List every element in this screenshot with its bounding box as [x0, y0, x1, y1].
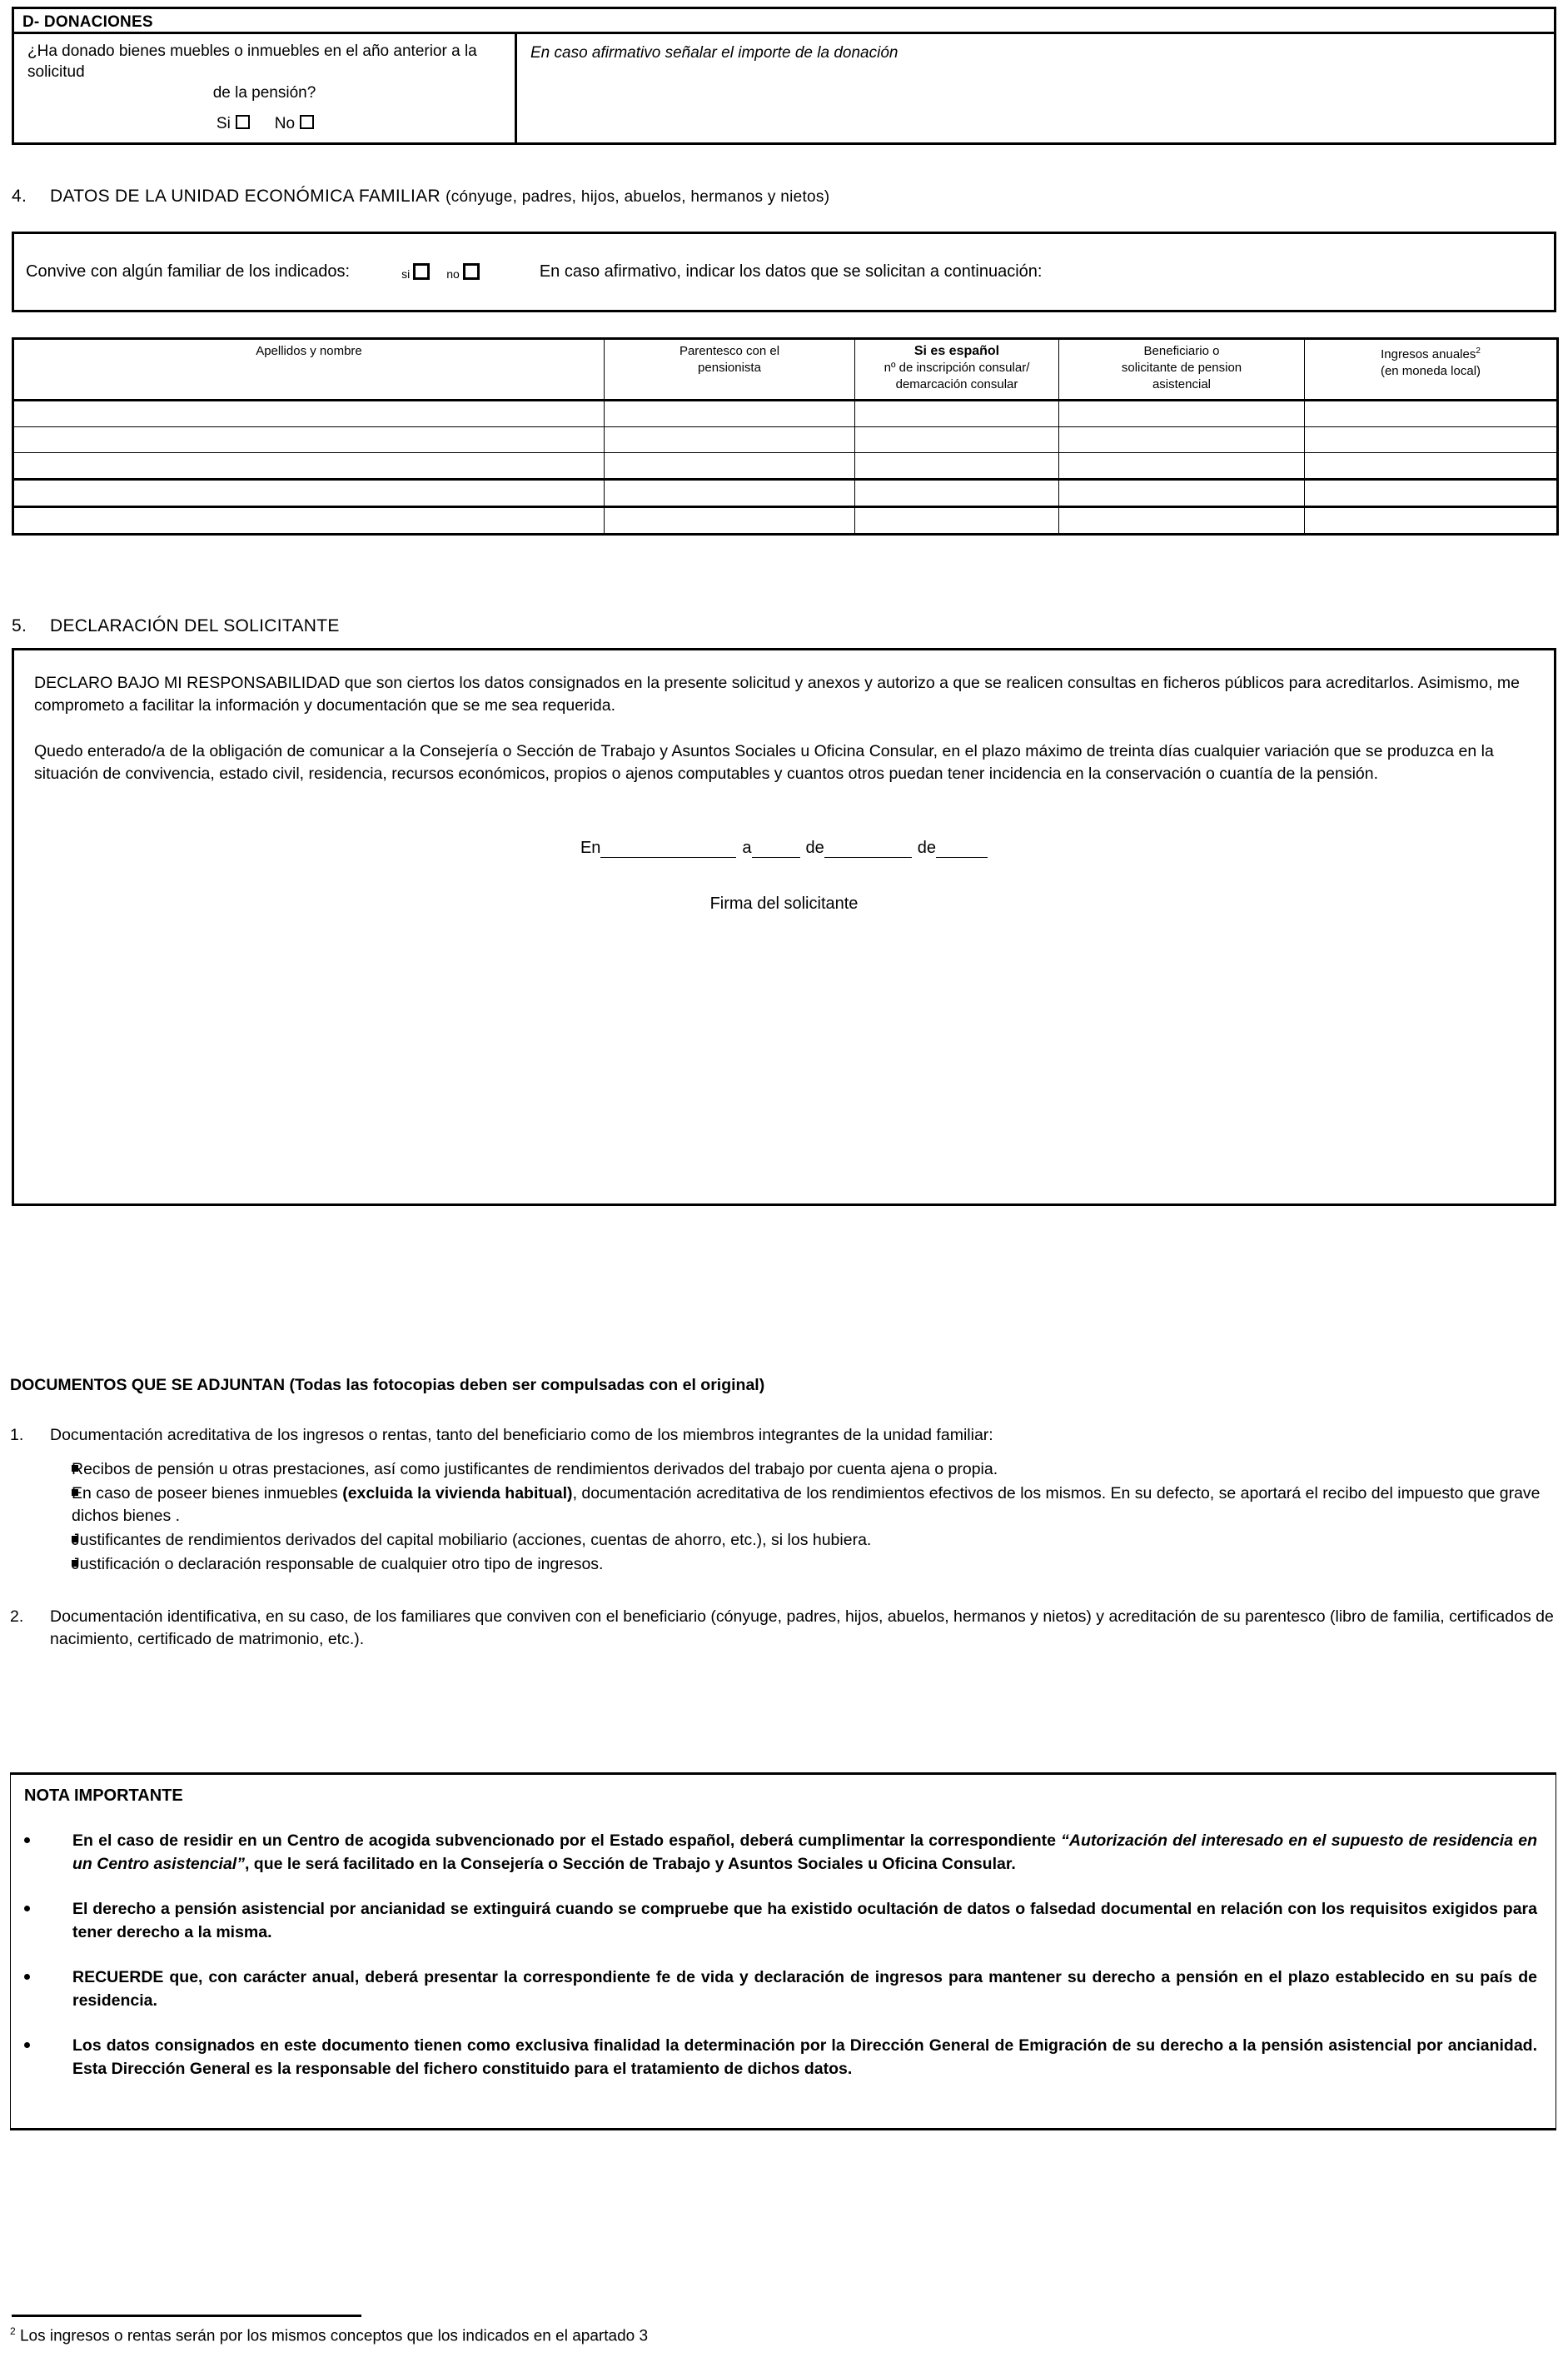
section4-heading-main: DATOS DE LA UNIDAD ECONÓMICA FAMILIAR: [50, 187, 441, 206]
list-item: [10, 1482, 1559, 1527]
cell-parentesco[interactable]: [605, 427, 855, 453]
table-row[interactable]: [13, 427, 1558, 453]
cell-beneficiario[interactable]: [1059, 507, 1305, 535]
documents-item-2-text: Documentación identificativa, en su caso, de los familiares que conviven con el beneficiario (cónyuge, padres, hijos, abuelos, hermanos y nietos) y acreditación de su parentesco (libro de familia, certificados de nacimiento, certificado de matrimonio, etc.).: [50, 1607, 1554, 1648]
documents-bullet-4-text: Justificación o declaración responsable de cualquier otro tipo de ingresos.: [72, 1555, 604, 1573]
col-header-beneficiario-l1: Beneficiario o: [1143, 344, 1220, 358]
col-header-espanol-l3: demarcación consular: [895, 377, 1018, 391]
bullet-dot-icon: [24, 2034, 72, 2080]
cell-espanol[interactable]: [855, 401, 1059, 427]
convive-instruction: En caso afirmativo, indicar los datos que se solicitan a continuación:: [539, 262, 1043, 281]
col-header-espanol: [855, 339, 1059, 401]
important-note-list: [24, 1829, 1537, 2080]
square-bullet-icon: [10, 1529, 72, 1552]
col-header-espanol-l2: nº de inscripción consular/: [884, 361, 1030, 375]
convive-no-label: no: [446, 267, 460, 281]
table-row[interactable]: [13, 480, 1558, 507]
declaration-paragraph-1: DECLARO BAJO MI RESPONSABILIDAD que son ciertos los datos consignados en la presente solicitud y anexos y autorizo a que se realicen consultas en ficheros públicos para acreditarlos. Asimismo, me comprometo a facilitar la información y documentación que se me sea requerida.: [34, 674, 1521, 715]
section4-heading-paren: (cónyuge, padres, hijos, abuelos, hermanos y nietos): [446, 188, 830, 206]
section5-heading-text: DECLARACIÓN DEL SOLICITANTE: [50, 616, 340, 635]
documents-bullet-2-pre: En caso de poseer bienes inmuebles: [72, 1484, 343, 1502]
section4-number: 4.: [12, 187, 27, 206]
list-item: [24, 1829, 1537, 1876]
donaciones-section: [12, 7, 1556, 145]
col-header-parentesco: [605, 339, 855, 401]
note-bullet-1-pre: En el caso de residir en un Centro de acogida subvencionado por el Estado español, deberá cumplimentar la correspondiente: [72, 1831, 1062, 1850]
cell-beneficiario[interactable]: [1059, 453, 1305, 480]
documents-item-1-number: 1.: [10, 1426, 24, 1444]
bullet-dot-icon: [24, 1966, 72, 2012]
documents-heading: [10, 1376, 764, 1395]
footnote-marker: 2: [10, 2325, 16, 2337]
cell-ingresos[interactable]: [1305, 480, 1558, 507]
cell-apellidos[interactable]: [13, 453, 605, 480]
square-bullet-icon: [10, 1553, 72, 1576]
col-header-apellidos: [13, 339, 605, 401]
col-header-apellidos-l1: Apellidos y nombre: [256, 344, 362, 358]
col-header-ingresos-footnote-marker: 2: [1476, 346, 1481, 356]
note-bullet-1-text: [72, 1829, 1537, 1876]
col-header-ingresos-l2: (en moneda local): [1380, 364, 1481, 378]
documents-heading-bold: DOCUMENTOS QUE SE ADJUNTAN: [10, 1376, 286, 1394]
donaciones-question-line2: de la pensión?: [212, 84, 316, 102]
col-header-beneficiario-l3: asistencial: [1152, 377, 1212, 391]
convive-no-checkbox[interactable]: [463, 263, 480, 280]
footnote-text: Los ingresos o rentas serán por los mismos conceptos que los indicados en el apartado 3: [19, 2327, 649, 2345]
convive-box: [12, 232, 1556, 312]
important-note-title: NOTA IMPORTANTE: [24, 1786, 183, 1805]
date-day-input[interactable]: [752, 842, 800, 858]
footnote: [10, 2325, 648, 2345]
convive-label: Convive con algún familiar de los indicados:: [26, 262, 351, 281]
signature-label: Firma del solicitante: [709, 894, 859, 913]
list-item: [24, 2034, 1537, 2080]
cell-ingresos[interactable]: [1305, 401, 1558, 427]
cell-ingresos[interactable]: [1305, 427, 1558, 453]
col-header-beneficiario-l2: solicitante de pension: [1121, 361, 1242, 375]
cell-beneficiario[interactable]: [1059, 480, 1305, 507]
list-item: [10, 1458, 1559, 1481]
donaciones-answer-row: [27, 113, 501, 134]
convive-yes-label: si: [401, 267, 411, 281]
documents-heading-paren: (Todas las fotocopias deben ser compulsadas con el original): [289, 1376, 765, 1394]
documents-item-1-bullets: [10, 1458, 1559, 1576]
col-header-ingresos-l1: [1305, 343, 1556, 363]
cell-espanol[interactable]: [855, 507, 1059, 535]
table-row[interactable]: [13, 401, 1558, 427]
documents-bullet-3-text: Justificantes de rendimientos derivados del capital mobiliario (acciones, cuentas de ahorro, etc.), si los hubiera.: [72, 1531, 872, 1549]
col-header-beneficiario: [1059, 339, 1305, 401]
date-line: [34, 839, 1534, 858]
square-bullet-icon: [10, 1482, 72, 1527]
section5-number: 5.: [12, 616, 27, 635]
col-header-espanol-l1: Si es español: [913, 344, 1000, 358]
col-header-parentesco-l2: pensionista: [698, 361, 761, 375]
note-bullet-4-text: Los datos consignados en este documento tienen como exclusiva finalidad la determinación por la Dirección General de Emigración de su derecho a la pensión asistencial por ancianidad. Esta Dirección General es la responsable del fichero constituido para el tratamiento de dichos datos.: [72, 2036, 1537, 2078]
documents-bullet-2-bold: (excluida la vivienda habitual): [342, 1484, 573, 1502]
bullet-dot-icon: [24, 1897, 72, 1944]
date-de-label-1: de: [805, 839, 824, 857]
date-de-label-2: de: [917, 839, 937, 857]
donaciones-amount-note: En caso afirmativo señalar el importe de la donación: [530, 44, 898, 62]
section4-heading: [12, 187, 829, 207]
declaration-paragraph-2: Quedo enterado/a de la obligación de comunicar a la Consejería o Sección de Trabajo y Asuntos Sociales u Oficina Consular, en el plazo máximo de treinta días cualquier variación que se produzca en la situación de convivencia, estado civil, residencia, recursos económicos, propios o ajenos computables y cuantos otros puedan tener incidencia en la conservación o cuantía de la pensión.: [34, 742, 1494, 783]
family-table-body: [13, 401, 1558, 535]
note-bullet-2-text: El derecho a pensión asistencial por ancianidad se extinguirá cuando se compruebe que ha existido ocultación de datos o falsedad documental en relación con los requisitos exigidos para tener derecho a la misma.: [72, 1900, 1537, 1941]
convive-yes-checkbox[interactable]: [413, 263, 430, 280]
cell-parentesco[interactable]: [605, 480, 855, 507]
cell-parentesco[interactable]: [605, 507, 855, 535]
col-header-ingresos-text: Ingresos anuales: [1381, 347, 1476, 361]
date-month-input[interactable]: [824, 842, 912, 858]
date-year-input[interactable]: [936, 842, 988, 858]
documents-item-2: [10, 1606, 1559, 1651]
documents-item-2-number: 2.: [10, 1607, 24, 1626]
family-table-header-row: [13, 339, 1558, 401]
documents-bullet-2-post: , documentación acreditativa de los rendimientos efectivos de los mismos. En su defecto, se aportará el recibo del impuesto que grave dichos bienes .: [72, 1484, 1541, 1525]
donaciones-yes-checkbox[interactable]: [236, 115, 250, 129]
list-item: [24, 1897, 1537, 1944]
cell-ingresos[interactable]: [1305, 507, 1558, 535]
cell-espanol[interactable]: [855, 427, 1059, 453]
donaciones-question-line1: ¿Ha donado bienes muebles o inmuebles en el año anterior a la solicitud: [27, 42, 477, 81]
note-bullet-1-italic: “Autorización del interesado en el supuesto de residencia en un Centro asistencial”: [72, 1831, 1537, 1873]
cell-espanol[interactable]: [855, 453, 1059, 480]
documents-list: [10, 1424, 1559, 1651]
donaciones-no-checkbox[interactable]: [300, 115, 314, 129]
note-bullet-1-post: , que le será facilitado en la Consejería o Sección de Trabajo y Asuntos Sociales u Oficina Consular.: [244, 1855, 1016, 1873]
cell-apellidos[interactable]: [13, 507, 605, 535]
cell-apellidos[interactable]: [13, 427, 605, 453]
cell-beneficiario[interactable]: [1059, 427, 1305, 453]
donaciones-body: [14, 34, 1554, 142]
donaciones-question-cell: [14, 34, 517, 142]
square-bullet-icon: [10, 1458, 72, 1481]
declaration-box: [12, 648, 1556, 1206]
important-note-box: [10, 1772, 1556, 2130]
family-unit-table: [12, 337, 1559, 536]
family-table-head: [13, 339, 1558, 401]
signature-area[interactable]: [34, 894, 1534, 914]
date-place-input[interactable]: [600, 842, 736, 858]
donaciones-yes-label: Si: [216, 115, 231, 132]
cell-ingresos[interactable]: [1305, 453, 1558, 480]
cell-apellidos[interactable]: [13, 480, 605, 507]
documents-item-1: [10, 1424, 1559, 1447]
bullet-dot-icon: [24, 1829, 72, 1876]
donaciones-amount-cell[interactable]: [517, 34, 1554, 142]
section5-heading: [12, 616, 340, 636]
footnote-separator: [12, 2315, 361, 2317]
table-row[interactable]: [13, 507, 1558, 535]
col-header-ingresos: [1305, 339, 1558, 401]
documents-bullet-1-text: Recibos de pensión u otras prestaciones, así como justificantes de rendimientos derivados del trabajo por cuenta ajena o propia.: [72, 1460, 998, 1478]
date-a-label: a: [742, 839, 752, 857]
donaciones-no-label: No: [274, 115, 296, 132]
list-item: [10, 1553, 1559, 1576]
list-item: [24, 1966, 1537, 2012]
list-item: [10, 1529, 1559, 1552]
col-header-parentesco-l1: Parentesco con el: [679, 344, 780, 358]
date-en-label: En: [580, 839, 601, 857]
documents-item-1-text: Documentación acreditativa de los ingresos o rentas, tanto del beneficiario como de los miembros integrantes de la unidad familiar:: [50, 1426, 993, 1444]
documents-bullet-2-text: [72, 1482, 1559, 1527]
cell-espanol[interactable]: [855, 480, 1059, 507]
cell-apellidos[interactable]: [13, 401, 605, 427]
convive-answer-row: [401, 263, 480, 281]
table-row[interactable]: [13, 453, 1558, 480]
donaciones-title: D- DONACIONES: [14, 9, 1554, 34]
cell-parentesco[interactable]: [605, 453, 855, 480]
cell-beneficiario[interactable]: [1059, 401, 1305, 427]
cell-parentesco[interactable]: [605, 401, 855, 427]
note-bullet-3-text: RECUERDE que, con carácter anual, deberá presentar la correspondiente fe de vida y declaración de ingresos para mantener su derecho a pensión en el plazo establecido en su país de residencia.: [72, 1968, 1537, 2010]
